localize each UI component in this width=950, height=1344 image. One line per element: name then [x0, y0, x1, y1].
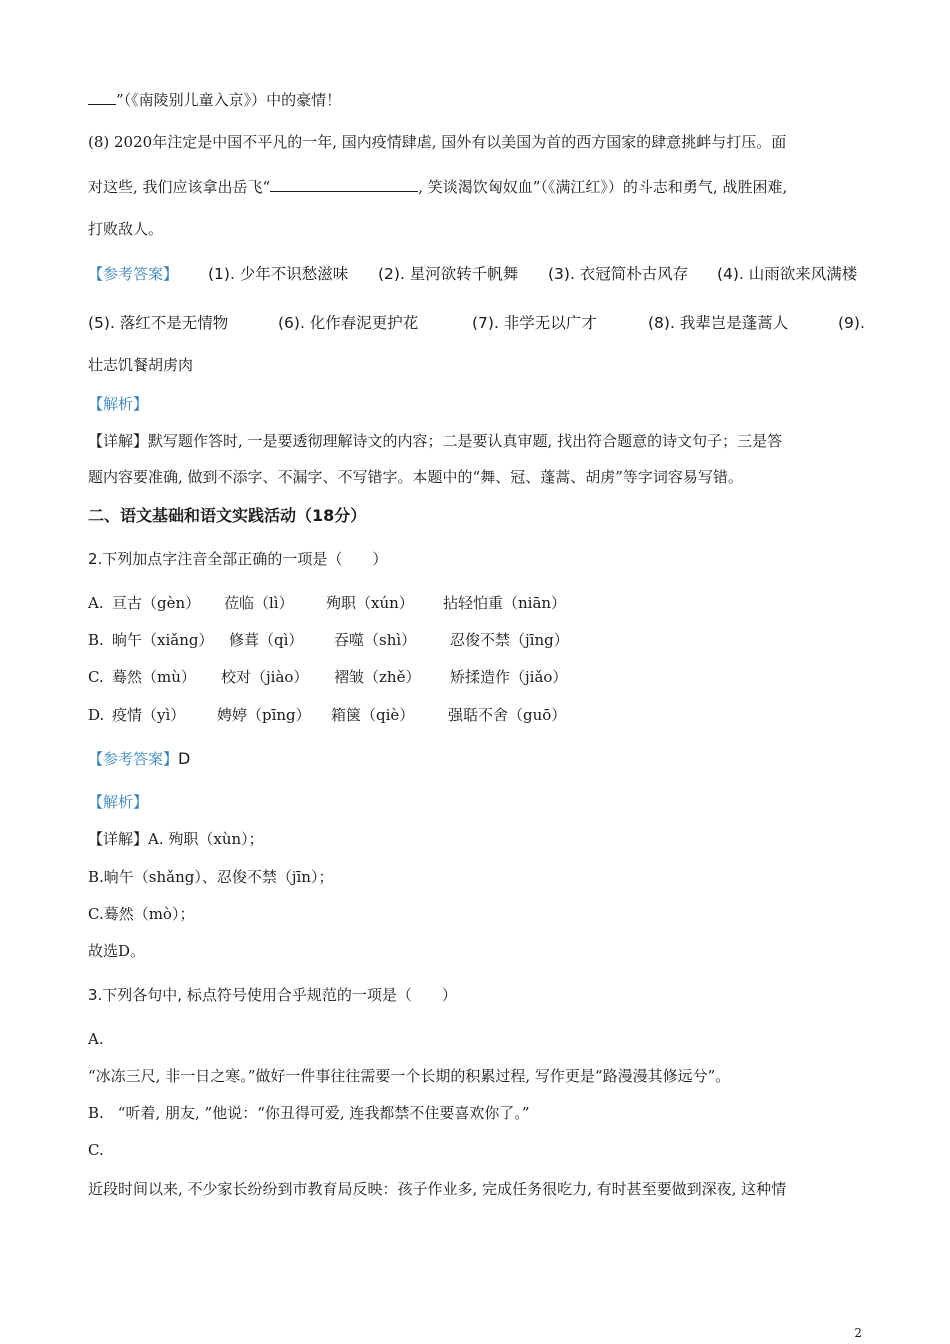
q2-stem: 2.下列加点字注音全部正确的一项是（ ） — [88, 550, 388, 568]
q3-stem: 3.下列各句中, 标点符号使用合乎规范的一项是（ ） — [88, 986, 457, 1004]
answer-item: (9). — [838, 314, 865, 332]
q2-answer: 【参考答案】D — [88, 749, 191, 768]
answer-label: 【参考答案】 — [88, 265, 179, 283]
q8-line-1: (8) 2020年注定是中国不平凡的一年, 国内疫情肆虐, 国外有以美国为首的西方国家的肆意挑衅与打压。面 — [88, 133, 787, 151]
q3-option-c-text: 近段时间以来, 不少家长纷纷到市教育局反映：孩子作业多, 完成任务很吃力, 有时甚至要做到深夜, 这种情 — [88, 1180, 787, 1198]
answer-item: (5). 落红不是无情物 — [88, 314, 229, 332]
q3-option-a-text: “冰冻三尺, 非一日之寒。”做好一件事往往需要一个长期的积累过程, 写作更是“路漫漫其修远兮”。 — [88, 1067, 731, 1085]
fill-blank — [270, 177, 418, 192]
analysis-label: 【解析】 — [88, 395, 149, 413]
answer-item: (8). 我辈岂是蓬蒿人 — [648, 314, 789, 332]
poem-line-fragment: ”（《南陵别儿童入京》）中的豪情！ — [88, 90, 341, 110]
q2-detail-line: C.蓦然（mò）； — [88, 905, 195, 923]
q2-analysis-label: 【解析】 — [88, 793, 149, 811]
fill-blank — [88, 90, 116, 105]
answer-item: (7). 非学无以广才 — [472, 314, 597, 332]
q3-option-b: B. “听着, 朋友, ”他说：“你丑得可爱, 连我都禁不住要喜欢你了。” — [88, 1104, 530, 1122]
q2-detail-line: B.晌午（shǎng）、忍俊不禁（jīn）； — [88, 868, 334, 886]
answer-item: (4). 山雨欲来风满楼 — [717, 265, 858, 283]
q3-option-a-letter: A. — [88, 1030, 104, 1048]
section-title: 二、语文基础和语文实践活动（18分） — [88, 506, 367, 525]
answer-item: 壮志饥餐胡虏肉 — [88, 356, 194, 374]
answer-item: (3). 衣冠简朴古风存 — [548, 265, 689, 283]
page-number: 2 — [854, 1326, 862, 1340]
analysis-line-2: 题内容要准确, 做到不添字、不漏字、不写错字。本题中的“舞、冠、蓬蒿、胡虏”等字词容易写错。 — [88, 468, 743, 486]
q3-option-c-letter: C. — [88, 1141, 104, 1159]
q8-line-3: 打败敌人。 — [88, 220, 164, 238]
q2-detail-line: 【详解】A. 殉职（xùn）； — [88, 830, 264, 848]
q2-detail-line: 故选D。 — [88, 942, 146, 960]
analysis-line-1: 【详解】默写题作答时, 一是要透彻理解诗文的内容；二是要认真审题, 找出符合题意的诗文句子；三是答 — [88, 432, 783, 450]
answer-item: (1). 少年不识愁滋味 — [208, 265, 349, 283]
answer-item: (2). 星河欲转千帆舞 — [378, 265, 519, 283]
answer-item: (6). 化作春泥更护花 — [278, 314, 419, 332]
q8-line-2: 对这些, 我们应该拿出岳飞“ , 笑谈渴饮匈奴血”（《满江红》）的斗志和勇气, 战胜困难, — [88, 178, 788, 196]
